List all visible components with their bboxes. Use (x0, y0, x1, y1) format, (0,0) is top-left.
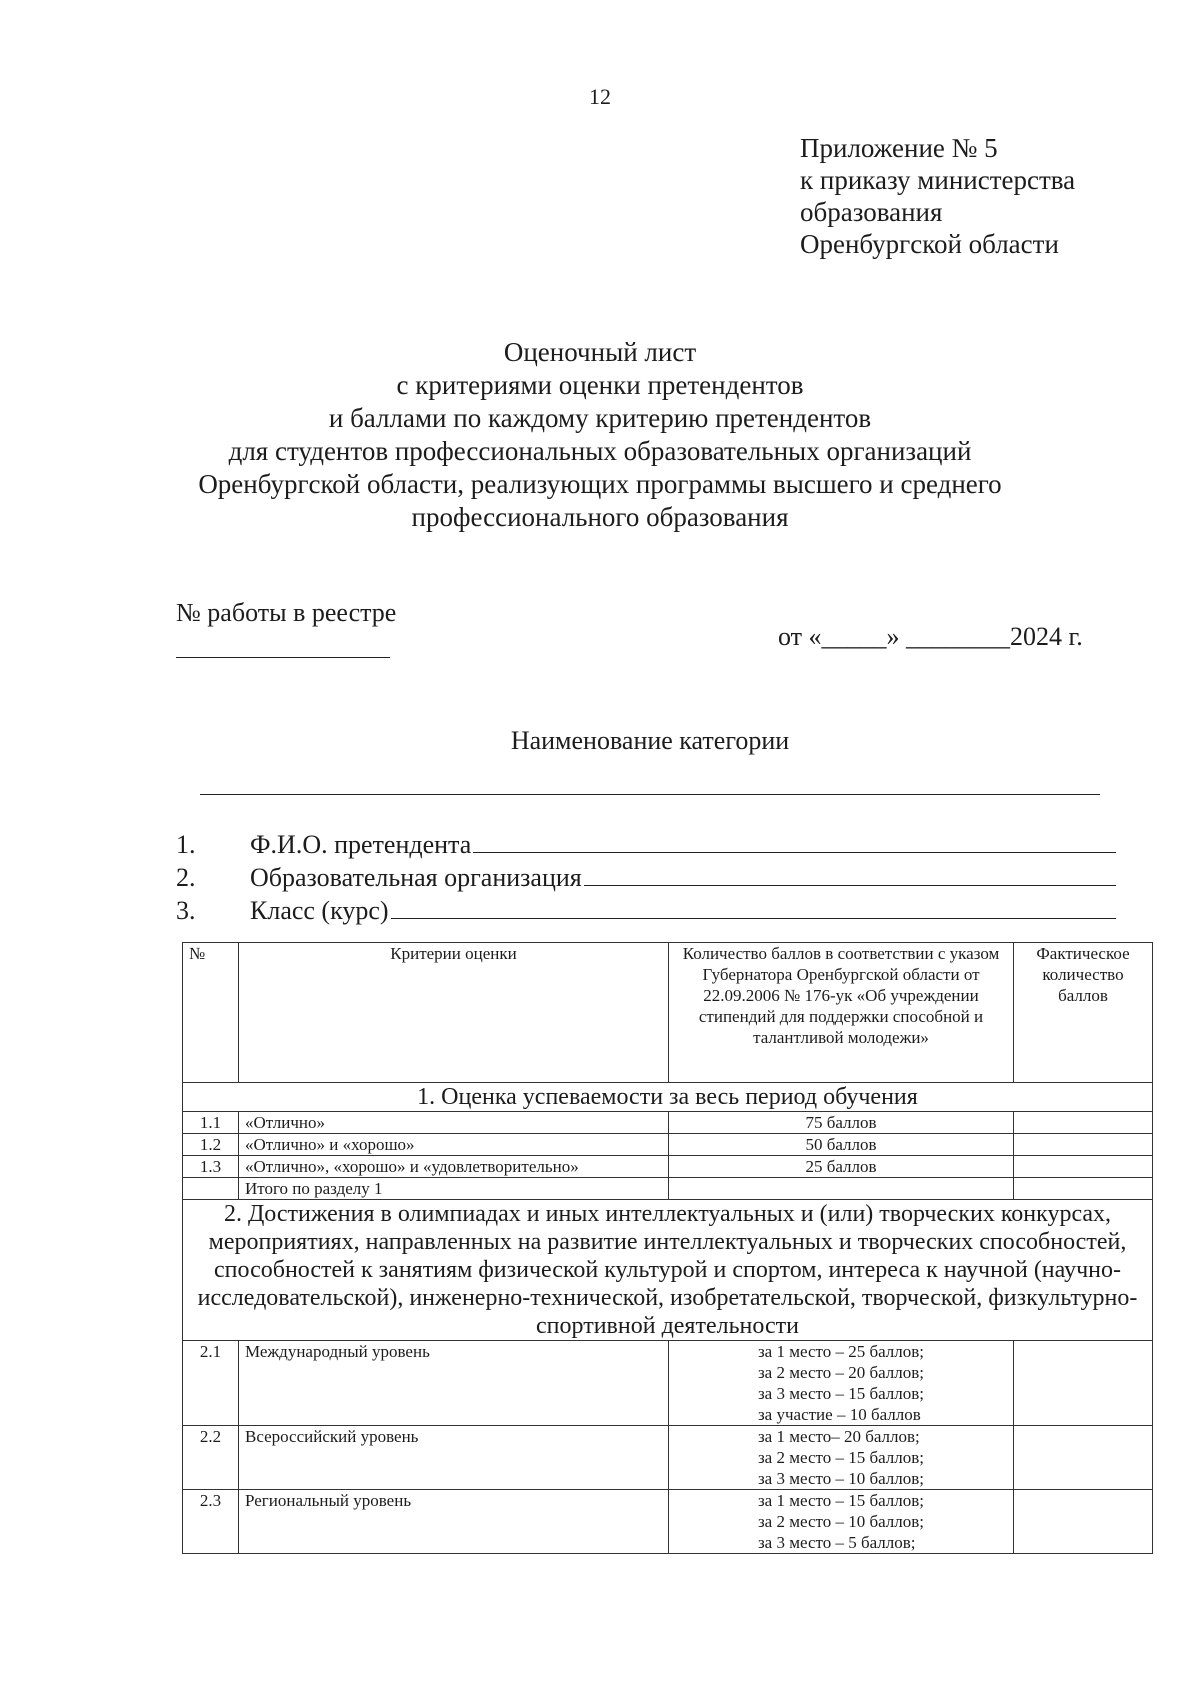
points-line: за 3 место – 10 баллов; (757, 1469, 925, 1488)
field-class (176, 896, 1116, 926)
table-row (183, 1426, 1153, 1490)
table-row (183, 1341, 1153, 1426)
row-number: 1.3 (183, 1156, 239, 1178)
title-line: Оценочный лист (503, 337, 697, 367)
row-number: 2.3 (183, 1490, 239, 1554)
page-number: 12 (589, 84, 611, 109)
table-row (183, 1112, 1153, 1134)
row-number: 1.1 (183, 1112, 239, 1134)
row-points (669, 1490, 1014, 1554)
points-line: за 3 место – 15 баллов; (757, 1384, 925, 1403)
field-organization (176, 863, 1116, 893)
appendix-line: Оренбургской области (800, 229, 1059, 259)
points-line: за 1 место – 15 баллов; (757, 1491, 925, 1510)
section-row (183, 1083, 1153, 1112)
row-actual-points[interactable] (1014, 1490, 1153, 1554)
field-label: Класс (курс) (250, 896, 389, 925)
field-label: Образовательная организация (250, 863, 582, 892)
criteria-table (182, 942, 1153, 1554)
title-line: и баллами по каждому критерию претендентов (328, 403, 872, 433)
appendix-line: образования (800, 197, 943, 227)
row-points: 50 баллов (669, 1134, 1014, 1156)
registry-number-label: № работы в реестре (176, 598, 397, 627)
header-points: Количество баллов в соответствии с указом Губернатора Оренбургской области от 22.09.2006 № 176-ук «Об учреждении стипендий для поддержки способной и талантливой молодежи» (669, 943, 1014, 1083)
title-line: для студентов профессиональных образовательных организаций (228, 436, 972, 466)
points-line: за участие – 10 баллов (757, 1405, 921, 1424)
row-points (669, 1178, 1014, 1200)
appendix-line: к приказу министерства (800, 165, 1076, 195)
points-line: за 2 место – 15 баллов; (757, 1448, 925, 1467)
title-line: профессионального образования (411, 502, 789, 532)
table-row (183, 1490, 1153, 1554)
row-actual-points[interactable] (1014, 1341, 1153, 1426)
field-number: 2. (176, 863, 196, 892)
section-title: 1. Оценка успеваемости за весь период обучения (183, 1083, 1153, 1112)
category-label: Наименование категории (510, 726, 790, 755)
document-title (0, 336, 1200, 534)
registry-number-blank[interactable] (176, 657, 390, 658)
row-criteria: Всероссийский уровень (239, 1426, 669, 1490)
title-line: Оренбургской области, реализующих программы высшего и среднего (198, 469, 1002, 499)
field-number: 1. (176, 830, 196, 859)
row-criteria: «Отлично», «хорошо» и «удовлетворительно» (239, 1156, 669, 1178)
row-number: 2.1 (183, 1341, 239, 1426)
field-label: Ф.И.О. претендента (250, 830, 472, 859)
row-points (669, 1341, 1014, 1426)
row-points (669, 1426, 1014, 1490)
row-number: 1.2 (183, 1134, 239, 1156)
points-line: за 2 место – 20 баллов; (757, 1363, 925, 1382)
points-line: за 1 место – 25 баллов; (757, 1342, 925, 1361)
total-label: Итого по разделу 1 (239, 1178, 669, 1200)
registry-date: от «_____» ________2024 г. (778, 622, 1083, 651)
field-blank[interactable] (473, 851, 1116, 853)
row-criteria: Международный уровень (239, 1341, 669, 1426)
table-row (183, 1134, 1153, 1156)
points-line: за 3 место – 5 баллов; (757, 1533, 916, 1552)
table-header-row (183, 943, 1153, 1083)
field-blank[interactable] (391, 917, 1116, 919)
row-criteria: Региональный уровень (239, 1490, 669, 1554)
row-number: 2.2 (183, 1426, 239, 1490)
row-actual-points[interactable] (1014, 1134, 1153, 1156)
table-row (183, 1156, 1153, 1178)
field-applicant-name (176, 830, 1116, 860)
row-criteria: «Отлично» (239, 1112, 669, 1134)
row-points: 25 баллов (669, 1156, 1014, 1178)
header-number: № (183, 943, 239, 1083)
row-number (183, 1178, 239, 1200)
points-line: за 1 место– 20 баллов; (757, 1427, 920, 1446)
row-actual-points[interactable] (1014, 1178, 1153, 1200)
category-blank[interactable] (200, 794, 1100, 795)
field-blank[interactable] (584, 884, 1116, 886)
header-actual-points: Фактическое количество баллов (1014, 943, 1153, 1083)
row-actual-points[interactable] (1014, 1156, 1153, 1178)
title-line: с критериями оценки претендентов (396, 370, 804, 400)
points-line: за 2 место – 10 баллов; (757, 1512, 925, 1531)
appendix-block (800, 132, 1075, 260)
section-title: 2. Достижения в олимпиадах и иных интеллектуальных и (или) творческих конкурсах, мероприятиях, направленных на развитие интеллектуальных и творческих способностей, способностей к занятиям физической культурой и спортом, интереса к научной (научно-исследовательской), инженерно-технической, изобретательской, творческой, физкультурно-спортивной деятельности (183, 1200, 1153, 1341)
field-number: 3. (176, 896, 196, 925)
row-criteria: «Отлично» и «хорошо» (239, 1134, 669, 1156)
appendix-line: Приложение № 5 (800, 133, 998, 163)
total-row (183, 1178, 1153, 1200)
row-points: 75 баллов (669, 1112, 1014, 1134)
row-actual-points[interactable] (1014, 1112, 1153, 1134)
section-row (183, 1200, 1153, 1341)
row-actual-points[interactable] (1014, 1426, 1153, 1490)
header-criteria: Критерии оценки (239, 943, 669, 1083)
